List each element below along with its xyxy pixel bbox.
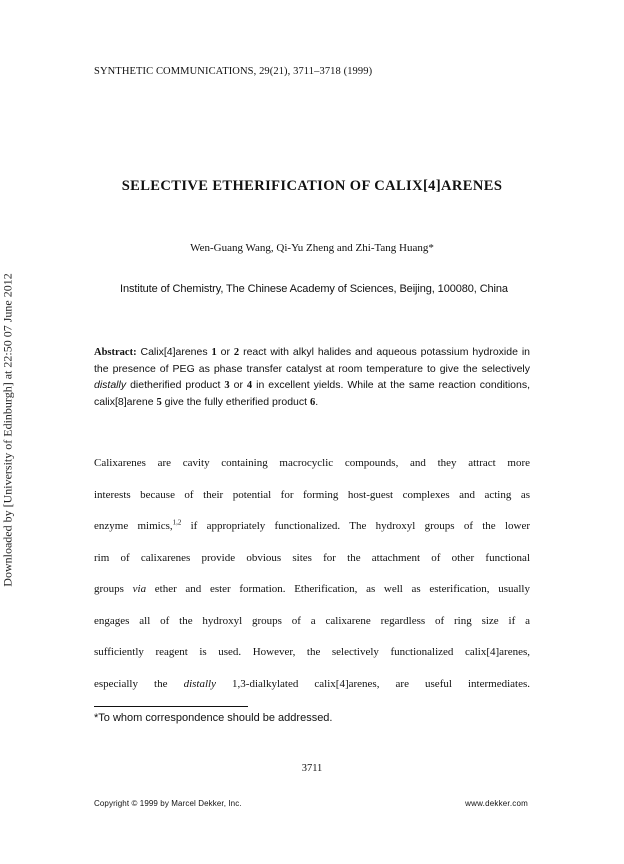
body-text: enzyme mimics,	[94, 520, 173, 532]
footnote: *To whom correspondence should be addressed.	[94, 712, 333, 724]
body-italic: distally	[183, 677, 216, 690]
body-line	[94, 511, 530, 543]
body-text: especially the	[94, 677, 184, 690]
body-line: sufficiently reagent is used. However, the selectively functionalized calix[4]arenes,	[94, 646, 530, 658]
compound-number: 1	[211, 347, 217, 358]
body-line: Calixarenes are cavity containing macrocyclic compounds, and they attract more	[94, 457, 530, 469]
abstract-text: give the fully etherified product	[161, 396, 310, 408]
abstract-label: Abstract:	[94, 347, 137, 358]
abstract-text: in excellent yields. While at the same reaction conditions, calix[8]arene	[94, 379, 531, 408]
compound-number: 6	[309, 397, 316, 408]
compound-number: 3	[224, 380, 230, 391]
body-line: interests because of their potential for forming host-guest complexes and acting as	[94, 488, 530, 501]
compound-number: 4	[246, 380, 253, 391]
copyright-notice: Copyright © 1999 by Marcel Dekker, Inc.	[94, 799, 242, 808]
body-text: groups	[94, 583, 133, 595]
body-line	[94, 574, 530, 606]
authors: Wen-Guang Wang, Qi-Yu Zheng and Zhi-Tang Huang*	[190, 242, 434, 254]
body-italic: via	[132, 583, 147, 595]
journal-header: SYNTHETIC COMMUNICATIONS, 29(21), 3711–3718 (1999)	[94, 66, 373, 77]
abstract-text: react with alkyl halides and aqueous potassium hydroxide in the presence of PEG as phase transfer catalyst at room temperature to give the selectively	[94, 346, 530, 375]
affiliation: Institute of Chemistry, The Chinese Academy of Sciences, Beijing, 100080, China	[120, 283, 508, 295]
download-stamp-text: Downloaded by [University of Edinburgh] at 22:50 07 June 2012	[0, 273, 15, 587]
abstract-text: or	[216, 346, 234, 358]
body-text: if appropriately functionalized. The hydroxyl groups of the lower	[181, 520, 530, 532]
body-line	[94, 669, 530, 701]
footnote-rule	[94, 706, 248, 707]
abstract-italic: distally	[94, 379, 127, 391]
abstract-text: .	[315, 396, 319, 408]
body-text: ether and ester formation. Etherification, as well as esterification, usually	[146, 583, 530, 595]
abstract	[94, 344, 530, 411]
body-text: 1,3-dialkylated calix[4]arenes, are useful intermediates.	[215, 677, 530, 690]
paper-title: SELECTIVE ETHERIFICATION OF CALIX[4]ARENES	[121, 178, 503, 194]
compound-number: 5	[156, 397, 162, 408]
compound-number: 2	[233, 347, 240, 358]
citation-superscript: 1,2	[172, 518, 182, 527]
publisher-website: www.dekker.com	[465, 799, 528, 808]
body-line: engages all of the hydroxyl groups of a calixarene regardless of ring size if a	[94, 614, 530, 627]
body-line: rim of calixarenes provide obvious sites for the attachment of other functional	[94, 551, 530, 564]
abstract-text: or	[229, 379, 247, 391]
page-number: 3711	[301, 763, 323, 774]
abstract-text: dietherified product	[126, 379, 225, 391]
body-paragraph	[94, 448, 530, 700]
abstract-text: Calix[4]arenes	[136, 346, 212, 358]
